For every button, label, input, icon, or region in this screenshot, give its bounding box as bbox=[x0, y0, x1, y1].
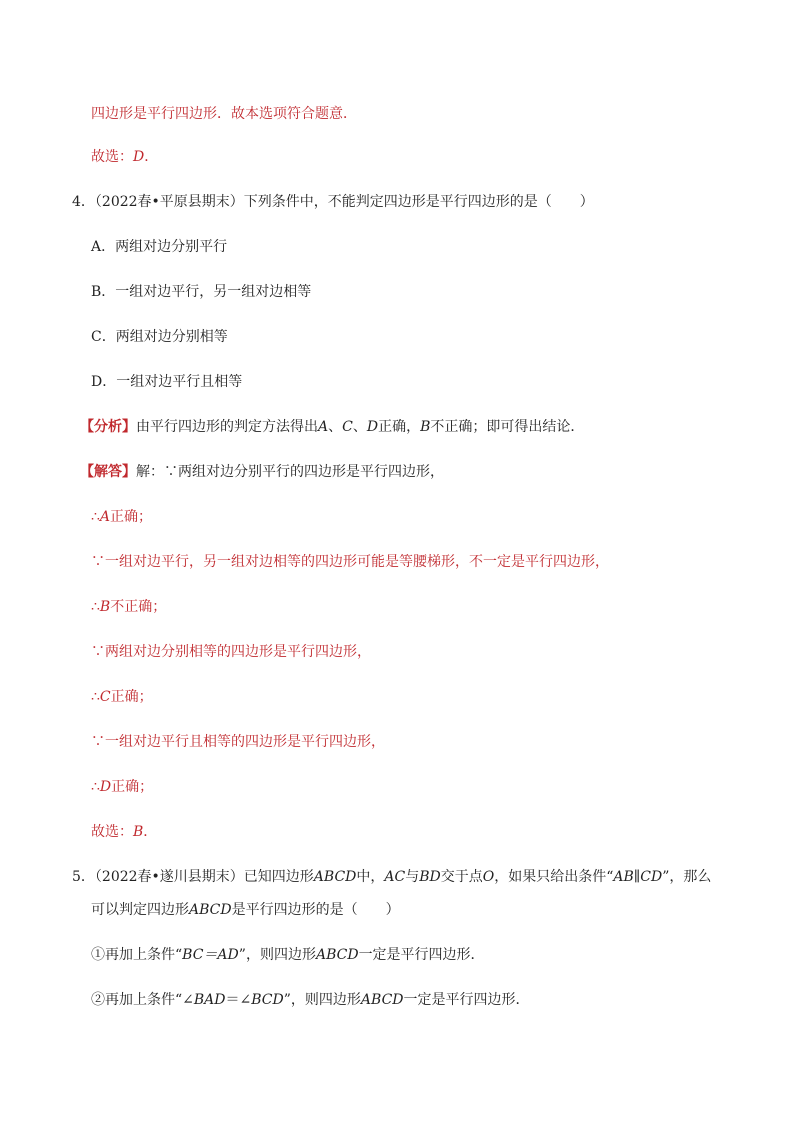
symbol: ∴ bbox=[91, 689, 100, 705]
text: 与 bbox=[405, 869, 420, 885]
var: ABCD bbox=[313, 869, 357, 885]
option-text: A．两组对边分别平行 bbox=[91, 239, 228, 255]
var: A bbox=[99, 509, 111, 525]
var: BAD bbox=[193, 992, 226, 1008]
option-text: B．一组对边平行，另一组对边相等 bbox=[91, 284, 312, 300]
var: ABCD bbox=[315, 947, 359, 963]
var: BC＝AD bbox=[182, 947, 239, 963]
option-d bbox=[91, 372, 242, 392]
analysis-tag: 【分析】 bbox=[80, 419, 136, 435]
text: ＝∠ bbox=[225, 992, 252, 1008]
answer-letter: D bbox=[133, 149, 145, 165]
step-7 bbox=[91, 777, 153, 797]
text: 故选： bbox=[91, 149, 133, 165]
symbol: ∴ bbox=[91, 779, 100, 795]
text: ”，则四边形 bbox=[238, 947, 316, 963]
text: 正确； bbox=[110, 689, 153, 705]
text: 故选： bbox=[91, 824, 133, 840]
symbol: ∴ bbox=[91, 599, 100, 615]
step-4 bbox=[91, 642, 371, 662]
var: A bbox=[318, 419, 329, 435]
text: 、 bbox=[352, 419, 367, 435]
option-a bbox=[91, 237, 227, 257]
text: 由平行四边形的判定方法得出 bbox=[136, 419, 318, 435]
text: 正确； bbox=[110, 509, 153, 525]
text: 正确， bbox=[378, 419, 421, 435]
text: 、 bbox=[328, 419, 343, 435]
text: ． bbox=[144, 149, 159, 165]
solution-line-1 bbox=[91, 104, 357, 124]
step-3 bbox=[91, 597, 166, 617]
text: 交于点 bbox=[440, 869, 483, 885]
var: C bbox=[342, 419, 353, 435]
symbol: ∴ bbox=[91, 509, 100, 525]
var: D bbox=[366, 419, 379, 435]
text: 四边形是平行四边形．故本选项符合题意． bbox=[91, 106, 357, 122]
final-answer bbox=[91, 822, 157, 842]
var: O bbox=[482, 869, 495, 885]
question-4 bbox=[72, 192, 594, 212]
option-b bbox=[91, 282, 311, 302]
answer-letter: B bbox=[133, 824, 144, 840]
var: AC bbox=[384, 869, 406, 885]
option-c bbox=[91, 327, 228, 347]
text: 正确； bbox=[111, 779, 154, 795]
text: ． bbox=[143, 824, 158, 840]
text: 不正确；即可得出结论． bbox=[430, 419, 585, 435]
text: ①再加上条件“ bbox=[91, 947, 183, 963]
var: D bbox=[99, 779, 112, 795]
text: 解：∵两组对边分别平行的四边形是平行四边形， bbox=[136, 464, 444, 480]
var: C bbox=[99, 689, 111, 705]
answer-head bbox=[80, 462, 444, 482]
text: ∵一组对边平行，另一组对边相等的四边形可能是等腰梯形，不一定是平行四边形， bbox=[91, 554, 609, 570]
text: ”，则四边形 bbox=[283, 992, 361, 1008]
step-2 bbox=[91, 552, 609, 572]
var: B bbox=[99, 599, 111, 615]
step-5 bbox=[91, 687, 153, 707]
step-6 bbox=[91, 732, 385, 752]
var: AB∥CD bbox=[613, 869, 663, 885]
var: ABCD bbox=[189, 902, 232, 918]
condition-1 bbox=[91, 945, 485, 965]
option-text: C．两组对边分别相等 bbox=[91, 329, 228, 345]
question-5-line-2 bbox=[91, 900, 400, 920]
text: 中， bbox=[356, 869, 385, 885]
text: 一定是平行四边形． bbox=[358, 947, 485, 963]
var: BD bbox=[419, 869, 441, 885]
var: ABCD bbox=[360, 992, 404, 1008]
question-text: 4．（2022春•平原县期末）下列条件中，不能判定四边形是平行四边形的是（ ） bbox=[72, 194, 594, 210]
condition-2 bbox=[91, 990, 530, 1010]
answer-choice-line bbox=[91, 147, 158, 167]
text: ∵两组对边分别相等的四边形是平行四边形， bbox=[91, 644, 371, 660]
question-5 bbox=[72, 867, 711, 887]
text: 5．（2022春•遂川县期末）已知四边形 bbox=[72, 869, 314, 885]
text: ②再加上条件“∠ bbox=[91, 992, 194, 1008]
text: ”，那么 bbox=[662, 869, 712, 885]
text: 是平行四边形的是（ ） bbox=[231, 902, 400, 918]
text: ∵一组对边平行且相等的四边形是平行四边形， bbox=[91, 734, 385, 750]
text: 一定是平行四边形． bbox=[403, 992, 530, 1008]
text: 不正确； bbox=[110, 599, 167, 615]
text: ，如果只给出条件“ bbox=[494, 869, 614, 885]
var: BCD bbox=[251, 992, 284, 1008]
var: B bbox=[420, 419, 431, 435]
analysis bbox=[80, 417, 584, 437]
step-1 bbox=[91, 507, 152, 527]
text: 可以判定四边形 bbox=[91, 902, 189, 918]
option-text: D．一组对边平行且相等 bbox=[91, 374, 243, 390]
answer-tag: 【解答】 bbox=[80, 464, 136, 480]
